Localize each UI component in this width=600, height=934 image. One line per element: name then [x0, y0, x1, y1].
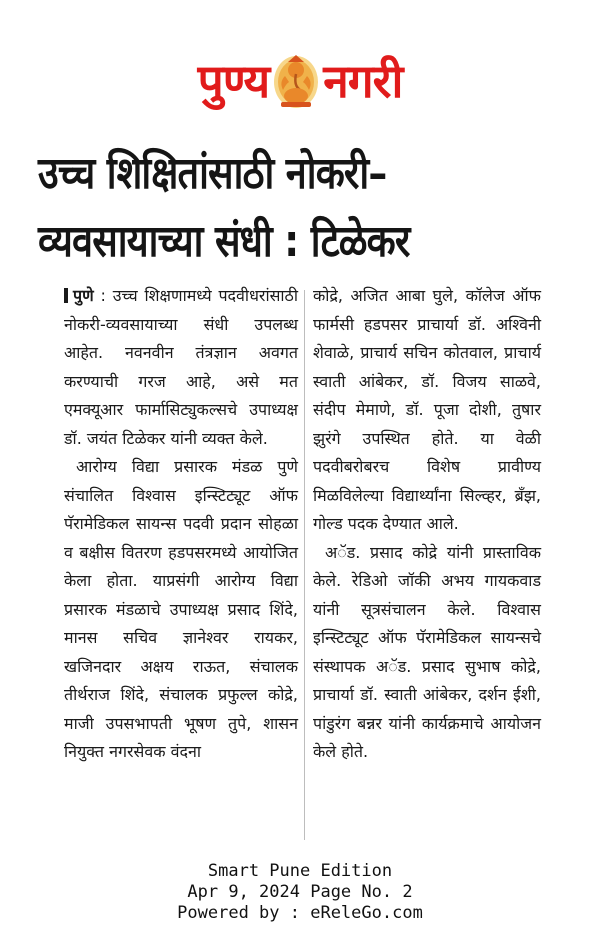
- article-paragraph-3: [313, 282, 541, 539]
- article-headline: [38, 140, 494, 276]
- masthead-right-word: नगरी: [323, 54, 403, 108]
- article-column-right: [313, 282, 541, 767]
- dateline-city: पुणे: [73, 286, 94, 305]
- footer-edition: Smart Pune Edition: [207, 861, 393, 881]
- headline-line-2: व्यवसायाच्या संधी : टिळेकर: [38, 216, 410, 267]
- dateline-bullet-icon: [64, 288, 68, 303]
- paragraph-2-text: आरोग्य विद्या प्रसारक मंडळ पुणे संचालित विश्वास इन्स्टिट्यूट ऑफ पॅरामेडिकल सायन्स पदवी प्रदान सोहळा व बक्षीस वितरण हडपसरमध्ये आयोजित केला होता. याप्रसंगी आरोग्य विद्या प्रसारक मंडळाचे उपाध्यक्ष प्रसाद शिंदे, मानस सचिव ज्ञानेश्वर रायकर, खजिनदार अक्षय राऊत, संचालक तीर्थराज शिंदे, संचालक प्रफुल्ल कोद्रे, माजी उपसभापती भूषण तुपे, शासन नियुक्त नगरसेवक वंदना: [64, 457, 298, 761]
- footer-powered-by: Powered by : eReleGo.com: [177, 903, 423, 923]
- article-paragraph-1: [64, 282, 298, 453]
- masthead-left-word: पुण्य: [197, 54, 270, 108]
- column-divider: [304, 290, 305, 840]
- edition-footer: [0, 861, 600, 924]
- masthead-logo: [0, 46, 600, 116]
- article-paragraph-2: [64, 453, 298, 767]
- footer-date-page: Apr 9, 2024 Page No. 2: [187, 882, 413, 902]
- headline-line-1: उच्च शिक्षितांसाठी नोकरी–: [38, 148, 387, 199]
- article-paragraph-4: [313, 539, 541, 767]
- paragraph-1-text: : उच्च शिक्षणामध्ये पदवीधरांसाठी नोकरी-व्यवसायाच्या संधी उपलब्ध आहेत. नवनवीन तंत्रज्ञान अवगत करण्याची गरज आहे, असे मत एमक्यूआर फार्मासिट्युकल्सचे उपाध्यक्ष डॉ. जयंत टिळेकर यांनी व्यक्त केले.: [64, 286, 298, 448]
- paragraph-4-text: अॅड. प्रसाद कोद्रे यांनी प्रास्ताविक केले. रेडिओ जॉकी अभय गायकवाड यांनी सूत्रसंचालन केले. विश्वास इन्स्टिट्यूट ऑफ पॅरामेडिकल सायन्सचे संस्थापक अॅड. प्रसाद सुभाष कोद्रे, प्राचार्या डॉ. स्वाती आंबेकर, दर्शन ईशी, पांडुरंग बन्नर यांनी कार्यक्रमाचे आयोजन केले होते.: [313, 542, 541, 761]
- ganesha-emblem-icon: [271, 52, 321, 110]
- article-column-left: [64, 282, 298, 767]
- paragraph-3-text: कोद्रे, अजित आबा घुले, कॉलेज ऑफ फार्मसी हडपसर प्राचार्या डॉ. अश्विनी शेवाळे, प्राचार्य सचिन कोतवाल, प्राचार्य स्वाती आंबेकर, डॉ. विजय साळवे, संदीप मेमाणे, डॉ. पूजा दोशी, तुषार झुरंगे उपस्थित होते. या वेळी पदवीबरोबरच विशेष प्रावीण्य मिळविलेल्या विद्यार्थ्यांना सिल्व्हर, ब्रँझ, गोल्ड पदक देण्यात आले.: [313, 286, 541, 533]
